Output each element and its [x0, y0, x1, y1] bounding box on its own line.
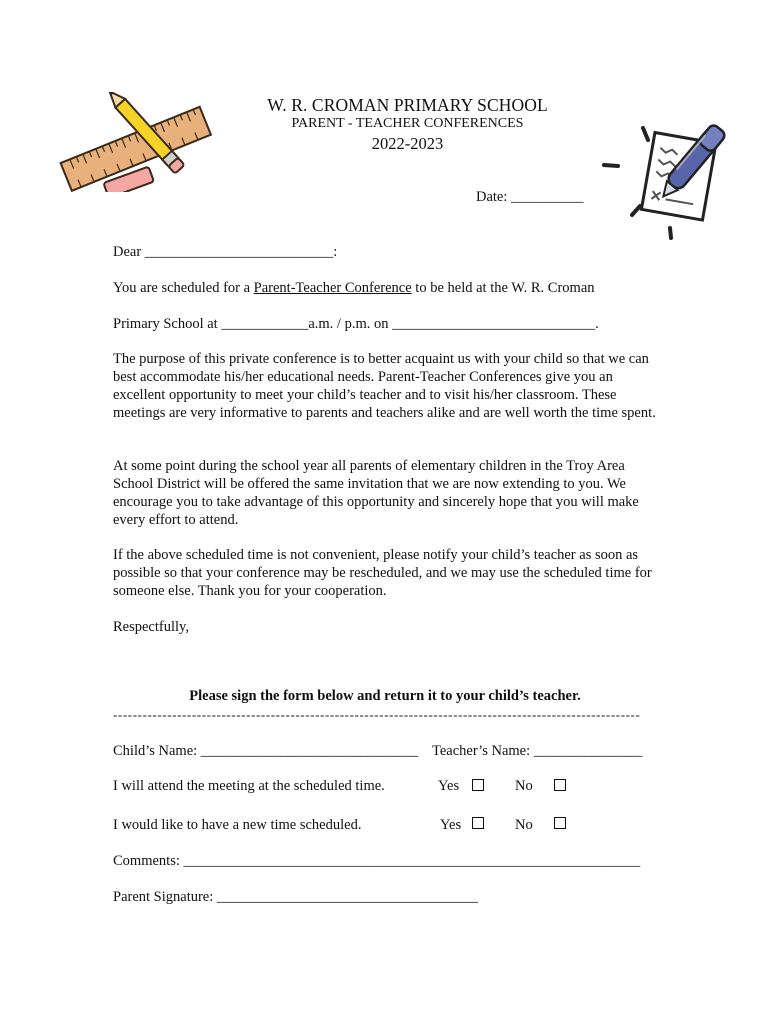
closing: Respectfully, [113, 619, 189, 635]
cut-line-divider: ----------------------------------------------------------------------------------------------------------- [113, 707, 641, 722]
attend-yes-label: Yes [438, 778, 460, 794]
checkbox-icon [472, 779, 484, 791]
new-time-no-checkbox[interactable] [554, 817, 566, 835]
form-instruction: Please sign the form below and return it to your child’s teacher. [189, 688, 581, 704]
child-name-field[interactable]: Child’s Name: ______________________________ [113, 743, 419, 759]
checkbox-icon [554, 779, 566, 791]
school-year: 2022-2023 [371, 134, 444, 153]
attend-no-checkbox[interactable] [554, 779, 566, 797]
attend-no-label: No [515, 778, 533, 794]
conference-term: Parent-Teacher Conference [253, 280, 412, 296]
new-time-label: I would like to have a new time scheduled. [113, 817, 362, 833]
new-time-yes-checkbox[interactable] [472, 817, 484, 835]
comments-field[interactable]: Comments: _______________________________________________________________ [113, 853, 641, 869]
checkbox-icon [472, 817, 484, 829]
attend-label: I will attend the meeting at the scheduled time. [113, 778, 385, 794]
schedule-line-2: Primary School at ____________a.m. / p.m. on ____________________________. [113, 316, 599, 332]
schedule-line-1-post: to be held at the W. R. Croman [411, 280, 595, 296]
school-name: W. R. CROMAN PRIMARY SCHOOL [267, 95, 548, 115]
attend-yes-checkbox[interactable] [472, 779, 484, 797]
salutation: Dear __________________________: [113, 244, 338, 260]
schedule-line-1-pre: You are scheduled for a [113, 280, 254, 296]
date-line: Date: __________ [476, 189, 584, 205]
checkbox-icon [554, 817, 566, 829]
schedule-line-1 [113, 279, 658, 297]
parent-signature-field[interactable]: Parent Signature: ____________________________________ [113, 889, 478, 905]
document-subtitle: PARENT - TEACHER CONFERENCES [291, 116, 524, 131]
paragraph-invitation: At some point during the school year all parents of elementary children in the Troy Area School District will be offered the same invitation that we are now extending to you. We encourage you to take advantage of this opportunity and sincerely hope that you will make every effort to attend. [113, 458, 639, 528]
new-time-yes-label: Yes [440, 817, 462, 833]
teacher-name-field[interactable]: Teacher’s Name: _______________ [432, 743, 643, 759]
paragraph-reschedule: If the above scheduled time is not convenient, please notify your child’s teacher as soon as possible so that your conference may be rescheduled, and we may use the scheduled time for someone else. Thank you for your cooperation. [113, 547, 652, 599]
new-time-no-label: No [515, 817, 533, 833]
paragraph-purpose: The purpose of this private conference is to better acquaint us with your child so that we can best accommodate his/her educational needs. Parent-Teacher Conferences give you an excellent opportunity to meet your child’s teacher and to visit his/her classroom. These meetings are very informative to parents and teachers alike and are well worth the time spent. [113, 351, 656, 421]
